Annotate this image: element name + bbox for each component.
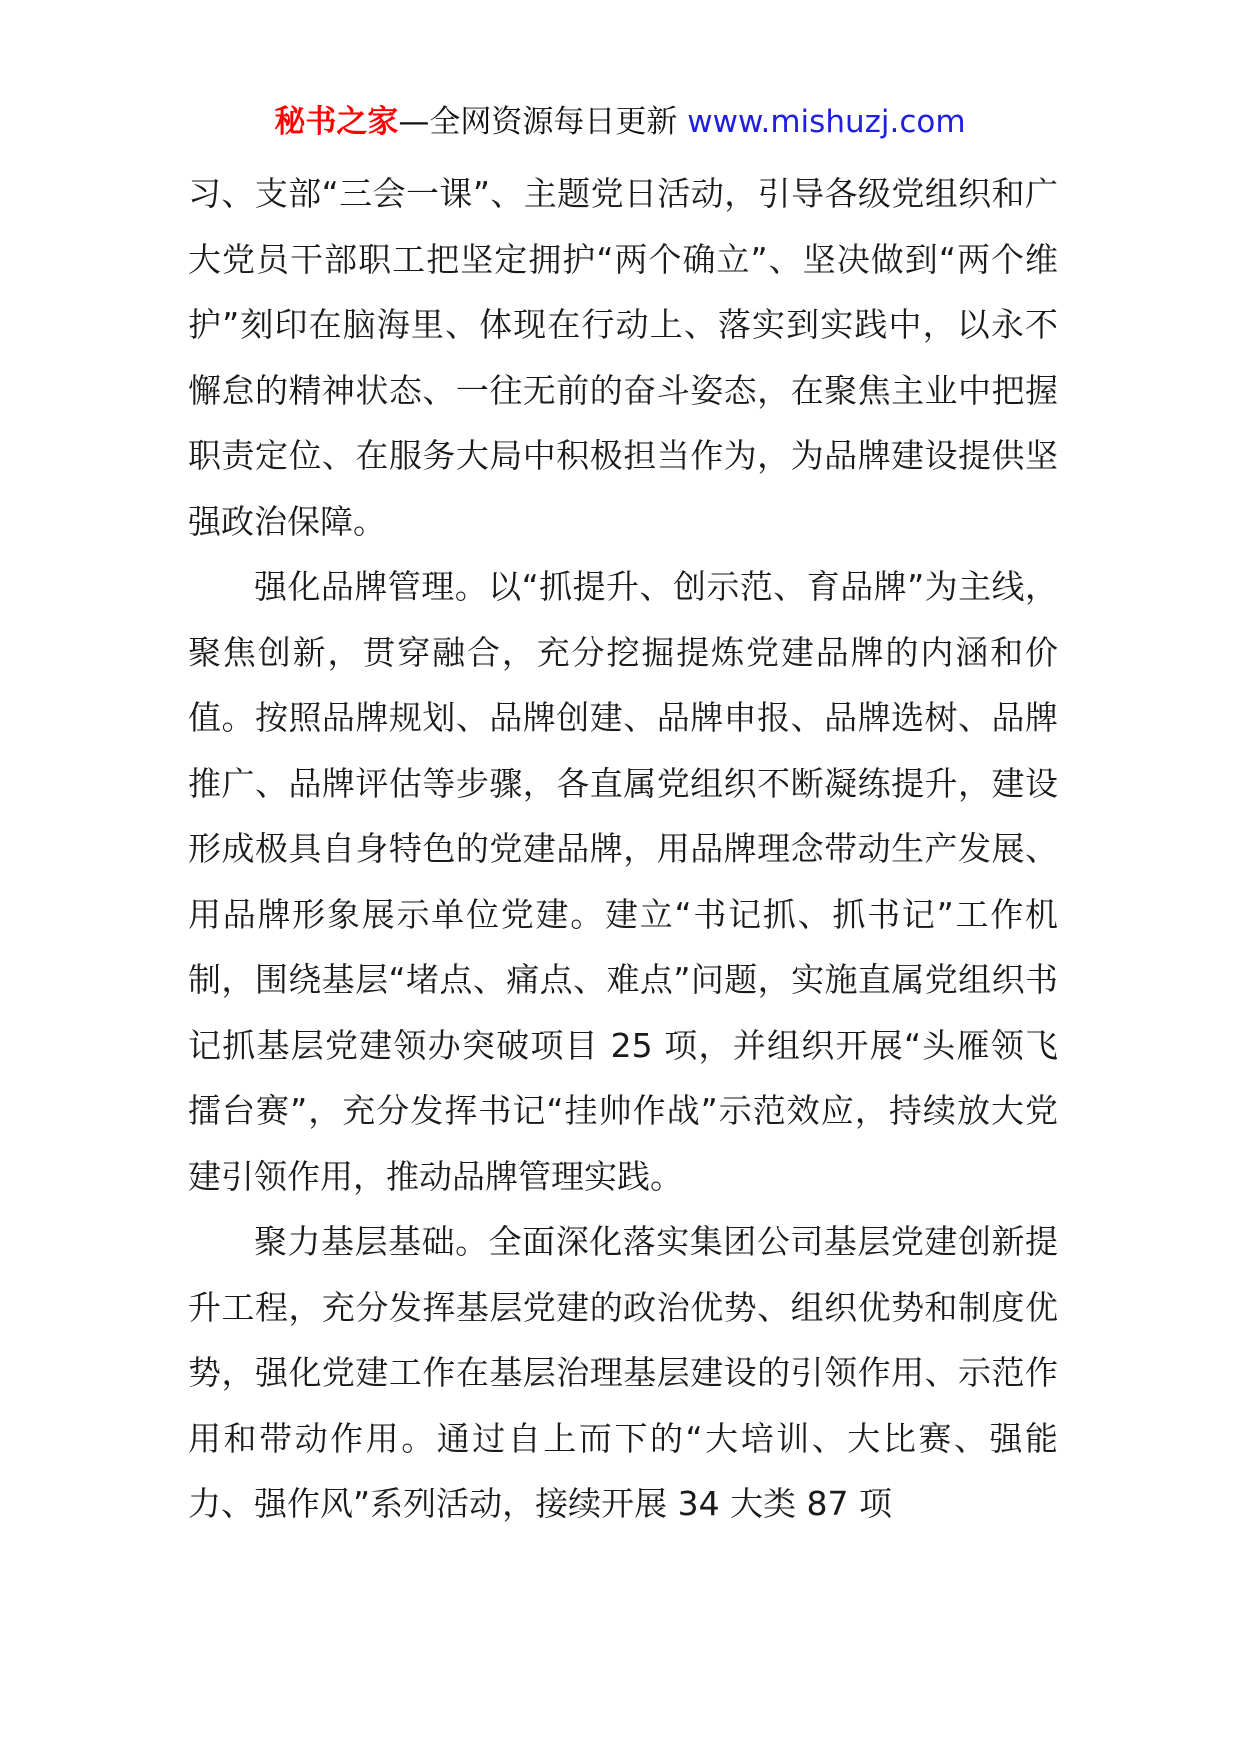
website-link[interactable]: www.mishuzj.com — [687, 104, 966, 140]
paragraph-continued: 习、支部“三会一课”、主题党日活动，引导各级党组织和广大党员干部职工把坚定拥护“两个确立”、坚决做到“两个维护”刻印在脑海里、体现在行动上、落实到实践中，以永不懈怠的精神状态、一往无前的奋斗姿态，在聚焦主业中把握职责定位、在服务大局中积极担当作为，为品牌建设提供坚强政治保障。 — [188, 174, 1058, 541]
paragraph-grassroots-foundation: 聚力基层基础。全面深化落实集团公司基层党建创新提升工程，充分发挥基层党建的政治优势、组织优势和制度优势，强化党建工作在基层治理基层建设的引领作用、示范作用和带动作用。通过自上而下的“大培训、大比赛、强能力、强作风”系列活动，接续开展 34 大类 87 项 — [188, 1222, 1058, 1523]
paragraph-brand-management: 强化品牌管理。以“抓提升、创示范、育品牌”为主线，聚焦创新，贯穿融合，充分挖掘提炼党建品牌的内涵和价值。按照品牌规划、品牌创建、品牌申报、品牌选树、品牌推广、品牌评估等步骤，各直属党组织不断凝练提升，建设形成极具自身特色的党建品牌，用品牌理念带动生产发展、用品牌形象展示单位党建。建立“书记抓、抓书记”工作机制，围绕基层“堵点、痛点、难点”问题，实施直属党组织书记抓基层党建领办突破项目 25 项，并组织开展“头雁领飞擂台赛”，充分发挥书记“挂帅作战”示范效应，持续放大党建引领作用，推动品牌管理实践。 — [188, 567, 1058, 1196]
header-tagline: —全网资源每日更新 — [398, 104, 678, 140]
brand-name: 秘书之家 — [274, 104, 399, 140]
page-header — [0, 102, 1240, 142]
document-body — [188, 161, 1058, 1537]
